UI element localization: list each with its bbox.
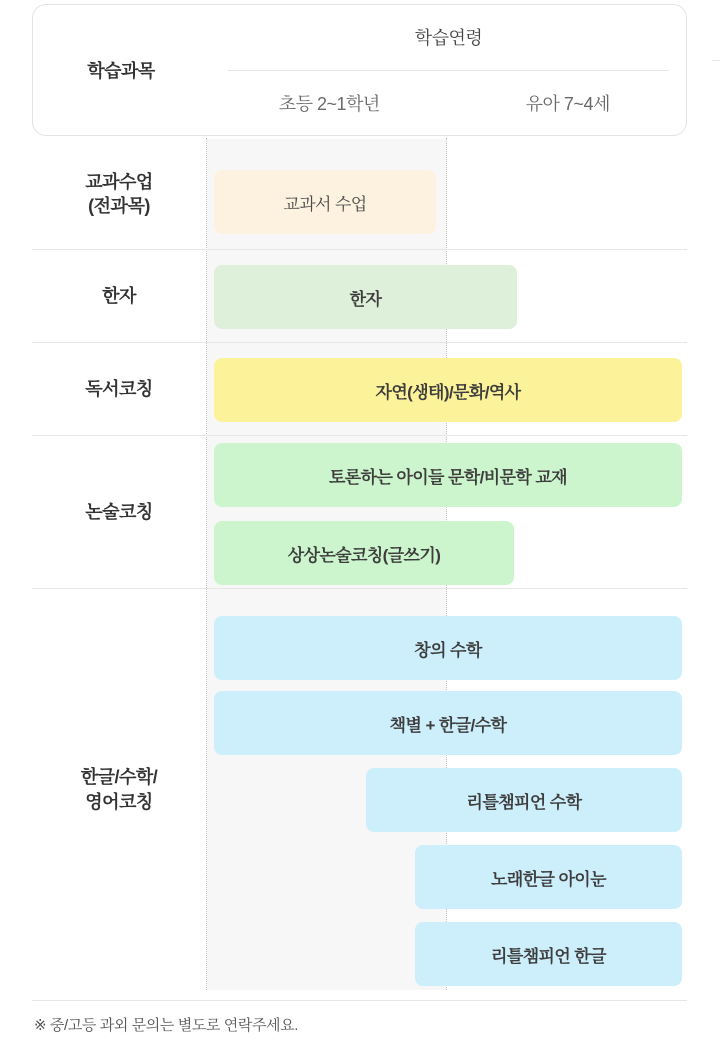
bar-little-champion-math: 리틀챔피언 수학: [366, 768, 682, 832]
bar-creative-math: 창의 수학: [214, 616, 682, 680]
header-age-title: 학습연령: [414, 28, 483, 48]
row-label-line2: 영어코칭: [85, 791, 153, 812]
row-label-line1: 한글/수학/: [80, 767, 158, 788]
row-label-essay: 논술코칭: [85, 501, 153, 522]
bar-hanja: 한자: [214, 265, 517, 329]
row-label-korean-math-english: [32, 589, 206, 990]
bar-song-korean-ainun: 노래한글 아이눈: [415, 845, 682, 909]
bar-textbook-class: 교과서 수업: [214, 170, 436, 234]
footnote-text: ※ 중/고등 과외 문의는 별도로 연락주세요.: [34, 1017, 298, 1034]
row-label-line2: (전과목): [88, 196, 150, 216]
header-age-columns: [210, 71, 687, 135]
row-label-line1: 교과수업: [85, 171, 153, 192]
bar-imagination-essay-writing: 상상논술코칭(글쓰기): [214, 521, 514, 585]
header-age-column-elementary: 초등 2~1학년: [278, 94, 380, 114]
header-subject-label: 학습과목: [87, 61, 155, 81]
guide-line-left: [206, 138, 207, 990]
bar-little-champion-korean: 리틀챔피언 한글: [415, 922, 682, 986]
bar-debate-literature-textbook: 토론하는 아이들 문학/비문학 교재: [214, 443, 682, 507]
header-age-column-preschool: 유아 7~4세: [525, 94, 610, 114]
row-label-textbook: [32, 139, 206, 249]
row-label-reading: 독서코칭: [85, 378, 153, 399]
bar-book-korean-math: 책별 + 한글/수학: [214, 691, 682, 755]
footnote-divider: [32, 1000, 687, 1001]
bar-nature-culture-history: 자연(생태)/문화/역사: [214, 358, 682, 422]
header-right-tick: [712, 60, 720, 61]
row-label-hanja: 한자: [102, 285, 136, 306]
